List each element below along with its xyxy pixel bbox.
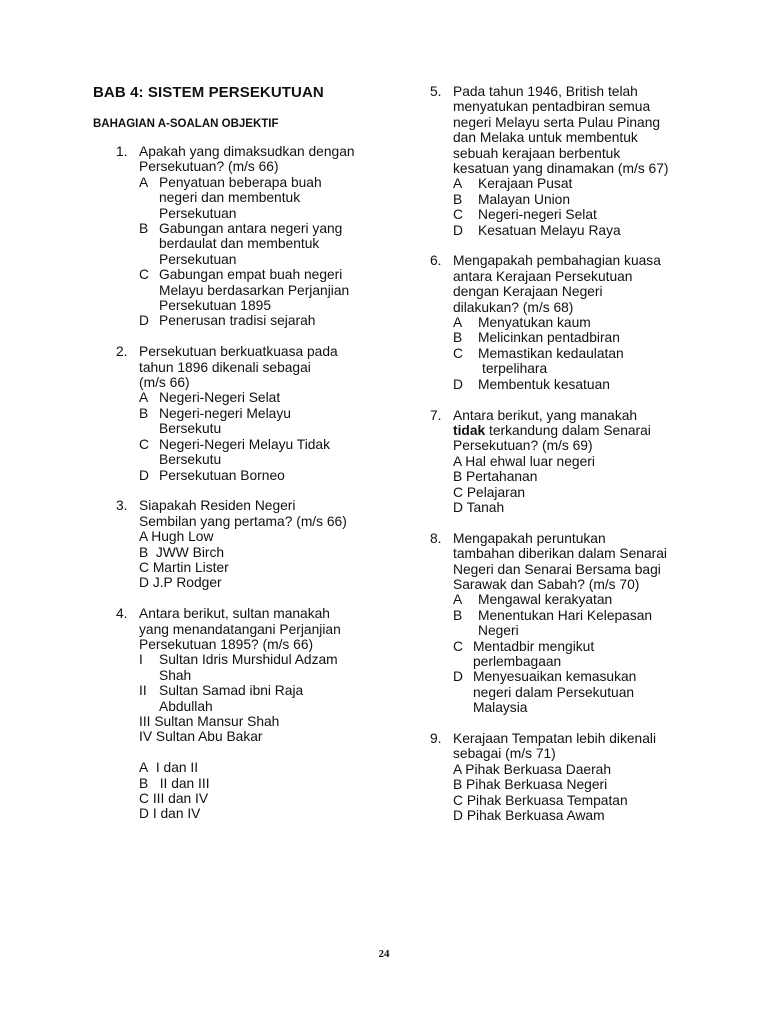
option-d[interactable]: D Membentuk kesatuan: [453, 376, 610, 392]
question-number: 7.: [430, 407, 442, 423]
option-a[interactable]: A Menyatukan kaum: [453, 315, 591, 331]
option-d[interactable]: D Penerusan tradisi sejarah: [139, 313, 316, 329]
option-a[interactable]: A Penyatuan beberapa buah negeri dan membentuk Persekutuan: [139, 174, 322, 221]
option-c[interactable]: C Negeri-negeri Selat: [453, 207, 597, 223]
option-b[interactable]: B Pertahanan: [453, 469, 538, 485]
option-d[interactable]: D Tanah: [453, 499, 505, 515]
option-b[interactable]: B JWW Birch: [139, 544, 225, 560]
option-d[interactable]: D Pihak Berkuasa Awam: [453, 808, 605, 824]
option-d[interactable]: D J.P Rodger: [139, 575, 222, 591]
option-a[interactable]: A Kerajaan Pusat: [453, 176, 573, 192]
statement-i: I Sultan Idris Murshidul Adzam Shah: [139, 652, 338, 683]
option-d[interactable]: D Persekutuan Borneo: [139, 467, 285, 483]
question-2: 2. Persekutuan berkuatkuasa pada tahun 1896 dikenali sebagai (m/s 66) A Negeri-Negeri Selat B Negeri-negeri Melayu Bersekutu C Negeri-Negeri Melayu Tidak Bersekutu D Persekutuan Borneo: [93, 344, 393, 483]
question-number: 9.: [430, 731, 442, 746]
question-number: 8.: [430, 530, 442, 546]
right-column: [430, 84, 730, 839]
left-column: [93, 84, 393, 837]
question-4: 4. Antara berikut, sultan manakah yang menandatangani Perjanjian Persekutuan 1895? (m/s 66) I Sultan Idris Murshidul Adzam Shah II Sultan Samad ibni Raja Abdullah III Sultan Mansur Shah IV Sultan Abu Bakar A I dan II B II dan III C III dan IV D I dan IV: [93, 606, 393, 822]
question-number: 6.: [430, 253, 442, 269]
option-c[interactable]: C Martin Lister: [139, 559, 229, 575]
option-a[interactable]: A Mengawal kerakyatan: [453, 592, 613, 608]
option-c[interactable]: C III dan IV: [139, 791, 209, 806]
option-b[interactable]: B Malayan Union: [453, 191, 571, 207]
option-a[interactable]: A Negeri-Negeri Selat: [139, 390, 281, 406]
option-b[interactable]: B Melicinkan pentadbiran: [453, 330, 620, 346]
page-number: 24: [378, 948, 390, 960]
option-a[interactable]: A Pihak Berkuasa Daerah: [453, 761, 612, 777]
question-5: 5. Pada tahun 1946, British telah menyatukan pentadbiran semua negeri Melayu serta Pulau Pinang dan Melaka untuk membentuk sebuah kerajaan berbentuk kesatuan yang dinamakan (m/s 67) A Kerajaan Pusat B Malayan Union C Negeri-negeri Selat D Kesatuan Melayu Raya: [430, 84, 730, 238]
statement-ii: II Sultan Samad ibni Raja Abdullah: [139, 683, 304, 714]
option-d[interactable]: D I dan IV: [139, 806, 201, 822]
statement-iv: IV Sultan Abu Bakar: [139, 729, 263, 745]
option-d[interactable]: D Menyesuaikan kemasukan negeri dalam Persekutuan Malaysia: [453, 669, 637, 716]
question-6: 6. Mengapakah pembahagian kuasa antara Kerajaan Persekutuan dengan Kerajaan Negeri dilakukan? (m/s 68) A Menyatukan kaum B Melicinkan pentadbiran C Memastikan kedaulatan terpelihara D Membentuk kesatuan: [430, 253, 730, 392]
option-c[interactable]: C Mentadbir mengikut perlembagaan: [453, 638, 595, 669]
question-7: 7. Antara berikut, yang manakah tidak terkandung dalam Senarai Persekutuan? (m/s 69) A Hal ehwal luar negeri B Pertahanan C Pelajaran D Tanah: [430, 408, 730, 516]
option-a[interactable]: A Hal ehwal luar negeri: [453, 453, 595, 469]
option-b[interactable]: B Negeri-negeri Melayu Bersekutu: [139, 405, 291, 437]
question-9: 9. Kerajaan Tempatan lebih dikenali sebagai (m/s 71) A Pihak Berkuasa Daerah B Pihak Berkuasa Negeri C Pihak Berkuasa Tempatan D Pihak Berkuasa Awam: [430, 731, 730, 823]
chapter-title: BAB 4: SISTEM PERSEKUTUAN: [93, 84, 324, 101]
question-3: 3. Siapakah Residen Negeri Sembilan yang pertama? (m/s 66) A Hugh Low B JWW Birch C Martin Lister D J.P Rodger: [93, 498, 393, 590]
statement-iii: III Sultan Mansur Shah: [139, 713, 280, 729]
option-c[interactable]: C Pelajaran: [453, 484, 526, 500]
question-number: 5.: [430, 84, 442, 99]
option-c[interactable]: C Pihak Berkuasa Tempatan: [453, 792, 628, 808]
option-a[interactable]: A I dan II: [139, 760, 199, 776]
question-8: 8. Mengapakah peruntukan tambahan diberikan dalam Senarai Negeri dan Senarai Bersama bagi Sarawak dan Sabah? (m/s 70) A Mengawal kerakyatan B Menentukan Hari Kelepasan Negeri C Mentadbir mengikut perlembagaan D Menyesuaikan kemasukan negeri dalam Persekutuan Malaysia: [430, 531, 730, 716]
section-subtitle: BAHAGIAN A-SOALAN OBJEKTIF: [93, 118, 279, 130]
option-b[interactable]: B Menentukan Hari Kelepasan Negeri: [453, 607, 653, 639]
option-d[interactable]: D Kesatuan Melayu Raya: [453, 222, 621, 238]
option-b[interactable]: B II dan III: [139, 775, 210, 791]
option-b[interactable]: B Pihak Berkuasa Negeri: [453, 777, 608, 793]
option-c[interactable]: C Memastikan kedaulatan terpelihara: [453, 345, 624, 377]
question-number: 1.: [116, 144, 128, 159]
question-number: 3.: [116, 498, 128, 514]
question-number: 2.: [116, 344, 128, 360]
question-number: 4.: [116, 606, 128, 622]
option-b[interactable]: B Gabungan antara negeri yang berdaulat dan membentuk Persekutuan: [139, 221, 343, 267]
question-1: 1. Apakah yang dimaksudkan dengan Persekutuan? (m/s 66) A Penyatuan beberapa buah negeri dan membentuk Persekutuan B Gabungan antara negeri yang berdaulat dan membentuk Persekutuan C Gabungan empat buah negeri Melayu berdasarkan Perjanjian Persekutuan 1895 D Penerusan tradisi sejarah: [93, 144, 393, 329]
emphasis-word: tidak: [453, 422, 486, 438]
option-c[interactable]: C Negeri-Negeri Melayu Tidak Bersekutu: [139, 436, 330, 468]
option-c[interactable]: C Gabungan empat buah negeri Melayu berdasarkan Perjanjian Persekutuan 1895: [139, 267, 350, 314]
option-a[interactable]: A Hugh Low: [139, 529, 214, 545]
